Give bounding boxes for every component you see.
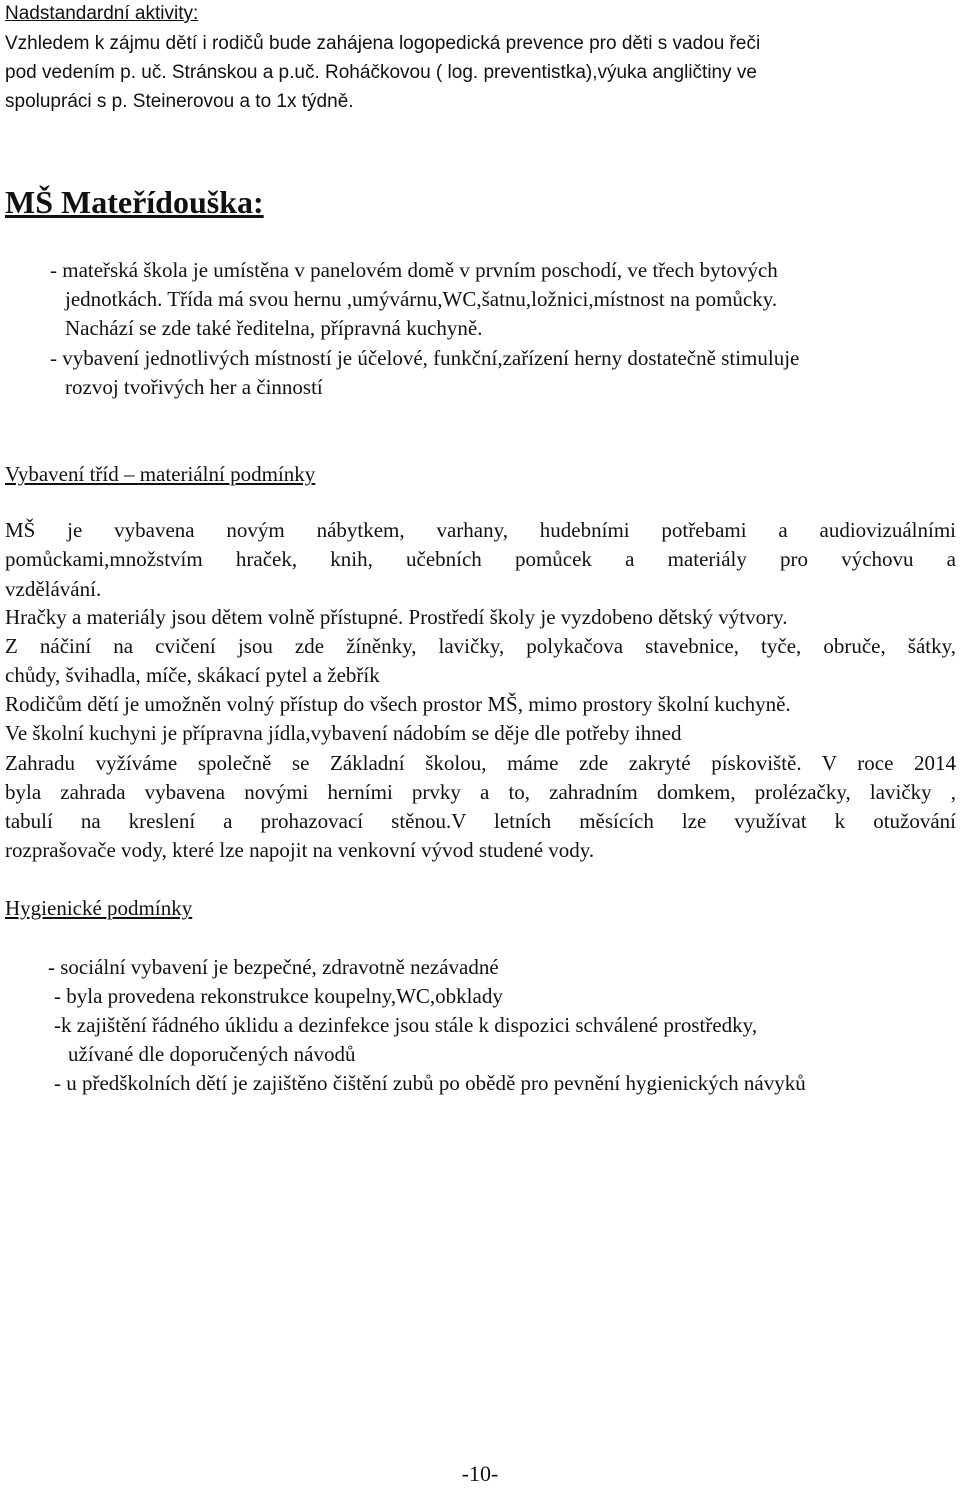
hygiena-line: - byla provedena rekonstrukce koupelny,WC,obklady — [54, 984, 503, 1008]
hygiena-line: - u předškolních dětí je zajištěno čištění zubů po obědě pro pevnění hygienických návyků — [54, 1071, 806, 1095]
vybaveni-line: pomůckami,množstvím hraček, knih, učebních pomůcek a materiály pro výchovu a — [5, 547, 956, 571]
vybaveni-heading: Vybavení tříd – materiální podmínky — [5, 462, 316, 486]
hygiena-line: -k zajištění řádného úklidu a dezinfekce jsou stále k dispozici schválené prostředky, — [54, 1013, 758, 1037]
ms-line: jednotkách. Třída má svou hernu ,umývárnu,WC,šatnu,ložnici,místnost na pomůcky. — [65, 287, 778, 311]
aktivity-line: pod vedením p. uč. Stránskou a p.uč. Roháčkovou ( log. preventistka),výuka angličtiny ve — [5, 62, 757, 83]
aktivity-line: spolupráci s p. Steinerovou a to 1x týdně. — [5, 91, 354, 112]
vybaveni-line: rozprašovače vody, které lze napojit na venkovní vývod studené vody. — [5, 838, 595, 862]
page-number: -10- — [461, 1461, 499, 1486]
vybaveni-line: Ve školní kuchyni je přípravna jídla,vybavení nádobím se děje dle potřeby ihned — [5, 721, 682, 745]
ms-line: - vybavení jednotlivých místností je účelové, funkční,zařízení herny dostatečně stimuluje — [50, 346, 800, 370]
ms-line: - mateřská škola je umístěna v panelovém domě v prvním poschodí, ve třech bytových — [50, 258, 778, 282]
ms-title: MŠ Mateřídouška: — [5, 184, 264, 220]
aktivity-heading: Nadstandardní aktivity: — [5, 3, 199, 24]
vybaveni-line: Rodičům dětí je umožněn volný přístup do všech prostor MŠ, mimo prostory školní kuchyně. — [5, 692, 791, 716]
vybaveni-line: byla zahrada vybavena novými herními prvky a to, zahradním domkem, prolézačky, lavičky , — [5, 780, 956, 804]
vybaveni-line: Hračky a materiály jsou dětem volně přístupné. Prostředí školy je vyzdobeno dětský výtvory. — [5, 605, 788, 629]
hygiena-heading: Hygienické podmínky — [5, 896, 193, 920]
vybaveni-line: vzdělávání. — [5, 577, 102, 601]
aktivity-line: Vzhledem k zájmu dětí i rodičů bude zahájena logopedická prevence pro děti s vadou řeči — [5, 33, 761, 54]
vybaveni-line: tabulí na kreslení a prohazovací stěnou.V letních měsících lze využívat k otužování — [5, 809, 956, 833]
ms-line: Nachází se zde také ředitelna, přípravná kuchyně. — [65, 316, 483, 340]
vybaveni-line: Z náčiní na cvičení jsou zde žíněnky, lavičky, polykačova stavebnice, tyče, obruče, šátky, — [5, 634, 956, 658]
ms-line: rozvoj tvořivých her a činností — [65, 375, 323, 399]
hygiena-line: užívané dle doporučených návodů — [68, 1042, 356, 1066]
vybaveni-line: MŠ je vybavena novým nábytkem, varhany, hudebními potřebami a audiovizuálními — [5, 518, 956, 542]
vybaveni-line: Zahradu vyžíváme společně se Základní školou, máme zde zakryté pískoviště. V roce 2014 — [5, 751, 956, 775]
hygiena-line: - sociální vybavení je bezpečné, zdravotně nezávadné — [48, 955, 499, 979]
vybaveni-line: chůdy, švihadla, míče, skákací pytel a žebřík — [5, 663, 380, 687]
